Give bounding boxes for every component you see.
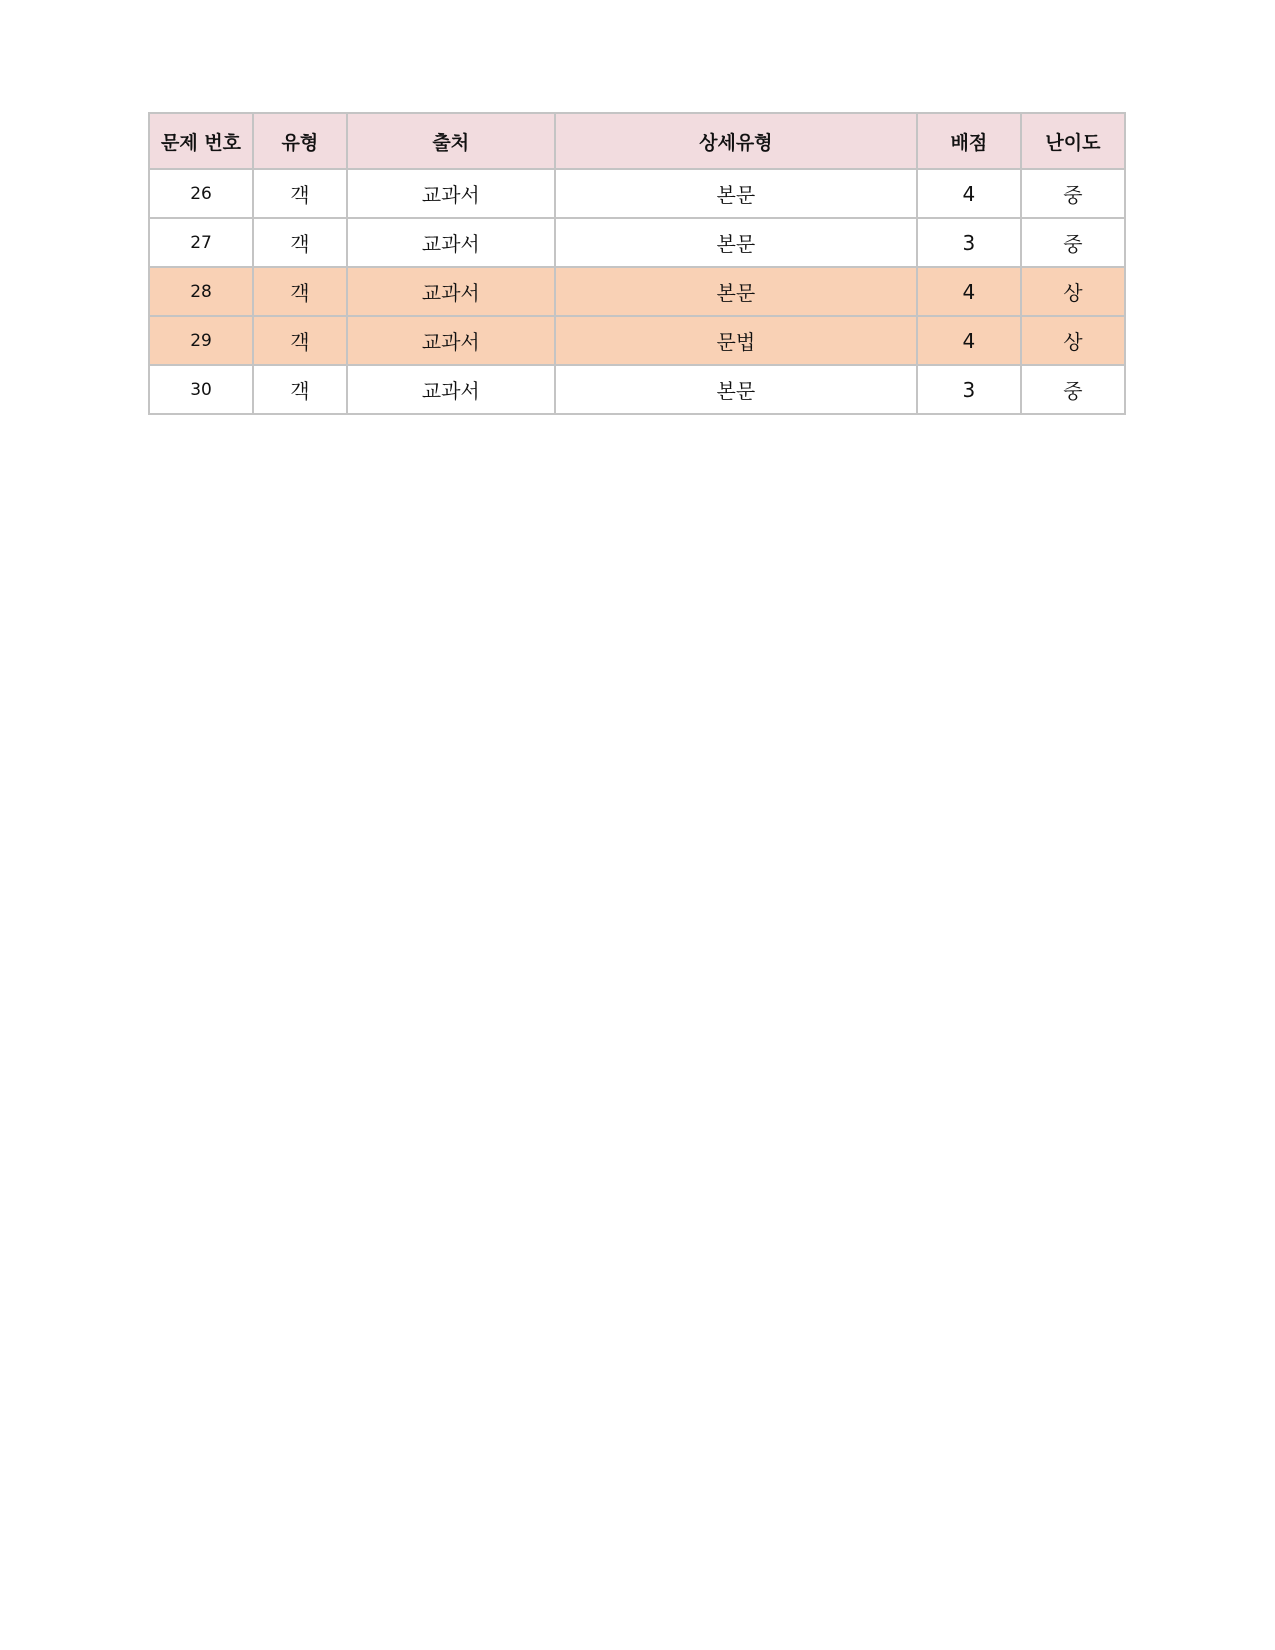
header-type: 유형 <box>253 113 347 169</box>
cell-points: 4 <box>917 169 1021 218</box>
table-row <box>149 218 1125 267</box>
cell-source: 교과서 <box>347 316 555 365</box>
header-detail-type: 상세유형 <box>555 113 917 169</box>
cell-source: 교과서 <box>347 218 555 267</box>
header-source: 출처 <box>347 113 555 169</box>
cell-question-number: 26 <box>149 169 253 218</box>
header-question-number: 문제 번호 <box>149 113 253 169</box>
cell-difficulty: 상 <box>1021 267 1125 316</box>
table-row <box>149 267 1125 316</box>
cell-type: 객 <box>253 169 347 218</box>
cell-detail-type: 본문 <box>555 365 917 414</box>
cell-points: 3 <box>917 365 1021 414</box>
header-difficulty: 난이도 <box>1021 113 1125 169</box>
header-points: 배점 <box>917 113 1021 169</box>
exam-question-table <box>148 112 1126 415</box>
cell-detail-type: 문법 <box>555 316 917 365</box>
cell-points: 4 <box>917 316 1021 365</box>
cell-question-number: 28 <box>149 267 253 316</box>
cell-detail-type: 본문 <box>555 169 917 218</box>
cell-points: 3 <box>917 218 1021 267</box>
cell-difficulty: 중 <box>1021 218 1125 267</box>
cell-question-number: 27 <box>149 218 253 267</box>
cell-difficulty: 중 <box>1021 365 1125 414</box>
cell-type: 객 <box>253 267 347 316</box>
cell-detail-type: 본문 <box>555 267 917 316</box>
cell-detail-type: 본문 <box>555 218 917 267</box>
cell-type: 객 <box>253 316 347 365</box>
table-row <box>149 365 1125 414</box>
cell-difficulty: 중 <box>1021 169 1125 218</box>
cell-question-number: 29 <box>149 316 253 365</box>
cell-type: 객 <box>253 218 347 267</box>
table-header-row <box>149 113 1125 169</box>
cell-source: 교과서 <box>347 365 555 414</box>
cell-points: 4 <box>917 267 1021 316</box>
cell-source: 교과서 <box>347 169 555 218</box>
cell-source: 교과서 <box>347 267 555 316</box>
cell-difficulty: 상 <box>1021 316 1125 365</box>
table-row <box>149 169 1125 218</box>
cell-type: 객 <box>253 365 347 414</box>
table-row <box>149 316 1125 365</box>
cell-question-number: 30 <box>149 365 253 414</box>
